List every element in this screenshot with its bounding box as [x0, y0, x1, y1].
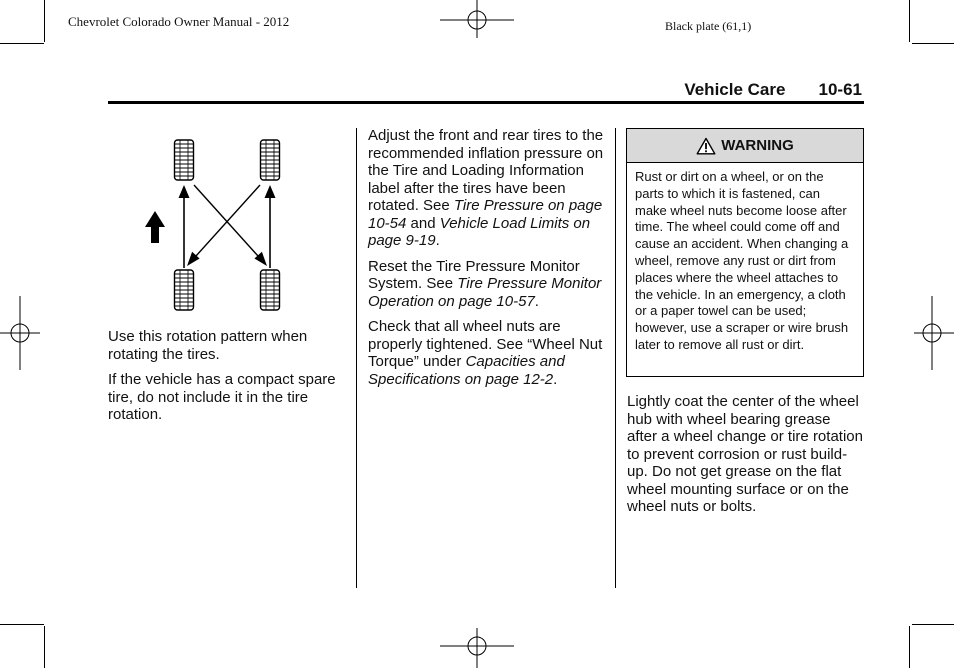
front-left-tire-icon: [175, 140, 194, 180]
registration-mark-left: [0, 296, 42, 372]
vehicle-load-limits-link[interactable]: Vehicle Load Limits on page 9-19: [368, 214, 591, 249]
crop-mark-tl-h: [0, 43, 44, 44]
section-header: [684, 80, 862, 100]
tpms-operation-link[interactable]: Tire Pressure Monitor Operation on page 10-57: [368, 275, 602, 310]
crop-mark-br-v: [909, 626, 910, 668]
front-right-tire-icon: [261, 140, 280, 180]
crop-mark-bl-v: [44, 626, 45, 668]
capacities-specs-link[interactable]: Capacities and Specifications on page 12-2: [368, 353, 565, 388]
section-title: Vehicle Care: [684, 80, 786, 99]
registration-mark-bottom: [440, 626, 516, 668]
registration-mark-top: [440, 0, 516, 40]
warning-icon: [696, 137, 716, 155]
wheel-nuts-paragraph: [368, 318, 606, 388]
plate-label: Black plate (61,1): [665, 19, 752, 33]
crop-mark-tr-h: [912, 43, 954, 44]
spare-tire-note: If the vehicle has a compact spare tire, do not include it in the tire rotation.: [108, 371, 336, 423]
period: .: [534, 292, 539, 310]
column-divider-2: [615, 128, 616, 588]
period: .: [553, 370, 558, 388]
period: .: [435, 232, 440, 249]
diagram-caption: Use this rotation pattern when rotating the tires.: [108, 328, 308, 363]
warning-header: [627, 129, 863, 163]
reset-tpms-text: Reset the Tire Pressure Monitor System. See: [368, 257, 580, 292]
tire-rotation-diagram: [140, 135, 300, 315]
and-text: and: [406, 214, 440, 232]
warning-box: [626, 128, 864, 377]
column-divider-1: [356, 128, 357, 588]
warning-title: WARNING: [721, 137, 794, 154]
rear-left-tire-icon: [175, 270, 194, 310]
crop-mark-br-h: [912, 624, 954, 625]
grease-paragraph: Lightly coat the center of the wheel hub with wheel bearing grease after a wheel change or tire rotation to prevent corrosion or rust build-up. Do not get grease on the flat wheel mounting surface or on the wheel nuts or bolts.: [627, 393, 863, 515]
manual-title: Chevrolet Colorado Owner Manual - 2012: [68, 14, 290, 29]
rear-right-tire-icon: [261, 270, 280, 310]
column-3: [627, 393, 863, 524]
crop-mark-tr-v: [909, 0, 910, 42]
registration-mark-right: [912, 296, 954, 372]
column-1: [108, 328, 350, 432]
crop-mark-bl-h: [0, 624, 44, 625]
wheel-nuts-text: Check that all wheel nuts are properly tightened. See “Wheel Nut Torque” under: [368, 318, 603, 370]
reset-tpms-paragraph: [368, 258, 606, 311]
warning-body: Rust or dirt on a wheel, or on the parts to which it is fastened, can make wheel nuts become loose after time. The wheel could come off and cause an accident. When changing a wheel, remove any rust or dirt from places where the wheel attaches to the vehicle. In an emergency, a cloth or a paper towel can be used; however, use a scraper or wire brush later to remove all rust or dirt.: [635, 169, 849, 352]
crop-mark-tl-v: [44, 0, 45, 42]
column-2: [368, 127, 606, 396]
adjust-pressure-paragraph: [368, 127, 606, 250]
page-number: 10-61: [818, 80, 862, 99]
adjust-pressure-text: Adjust the front and rear tires to the recommended inflation pressure on the Tire and Loading Information label after the tires have been rotated. See: [368, 127, 604, 214]
header-rule: [108, 101, 864, 104]
front-direction-arrow-icon: [145, 211, 165, 243]
tire-pressure-link[interactable]: Tire Pressure on page 10-54: [368, 197, 603, 232]
